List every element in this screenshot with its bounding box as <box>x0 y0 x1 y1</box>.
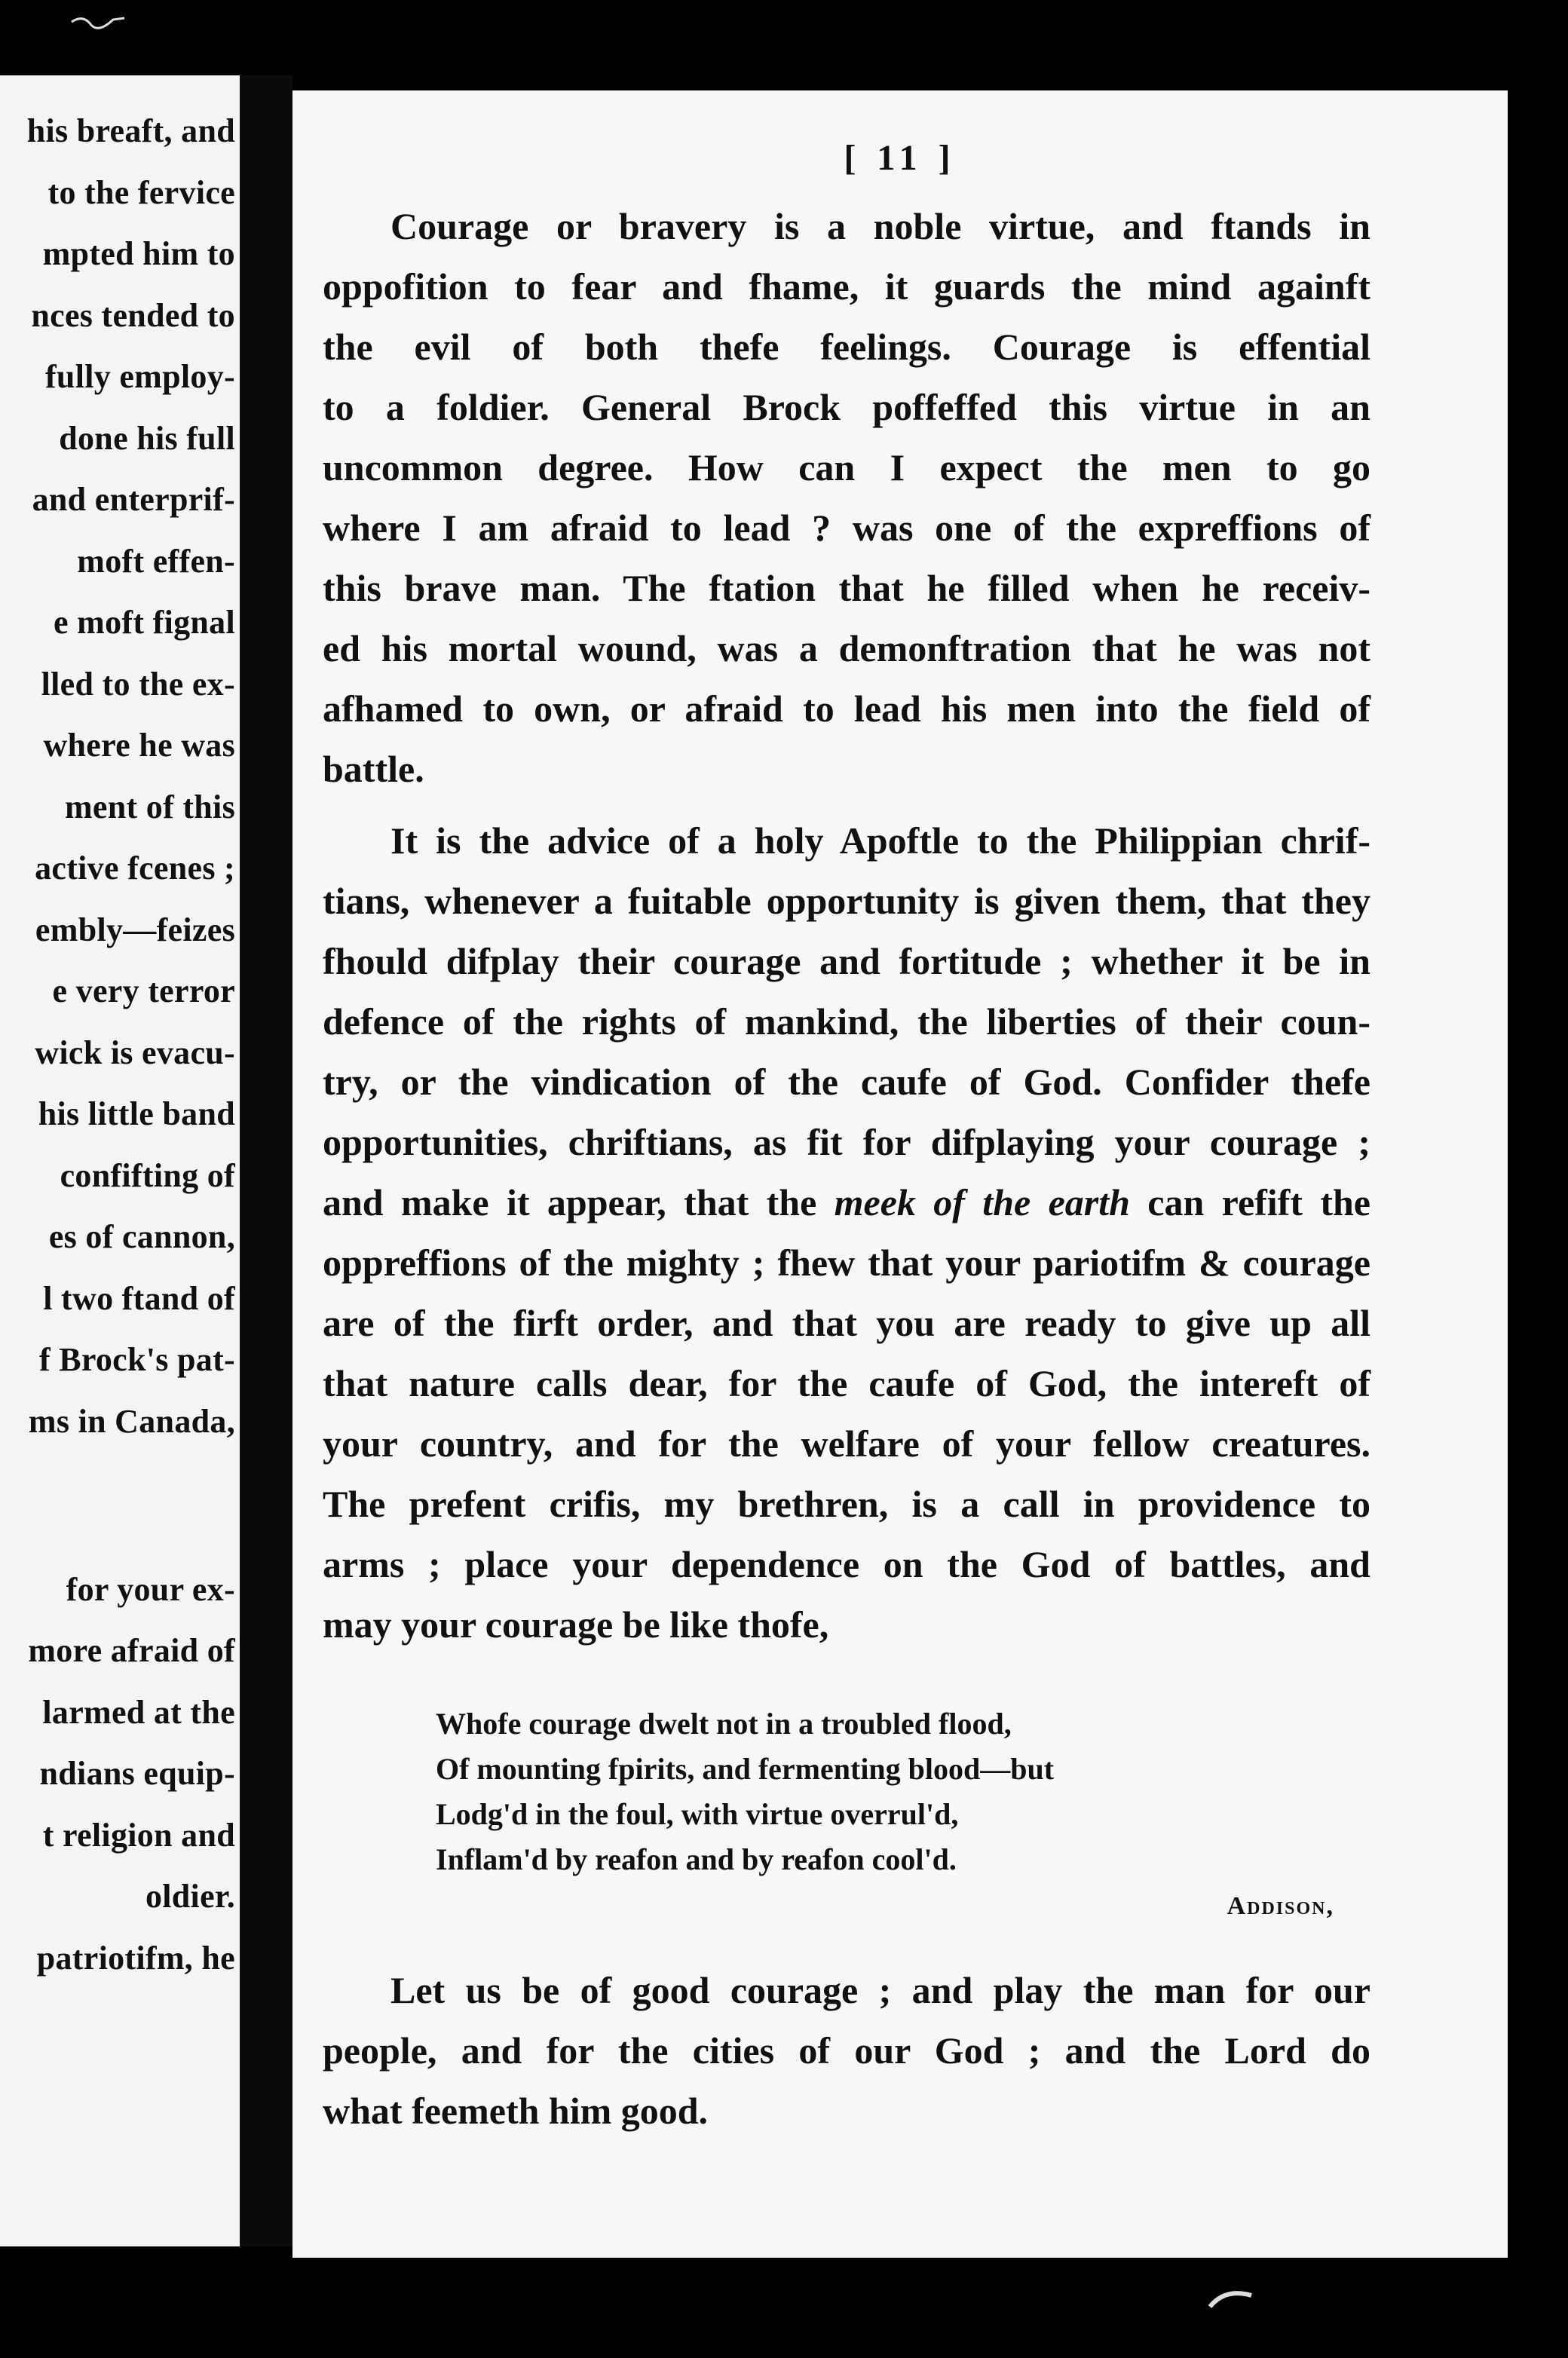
text-line: your country, and for the welfare of your fellow creatures. <box>323 1422 1370 1465</box>
text-line: It is the advice of a holy Apoftle to the Philippian chrif- <box>390 819 1370 862</box>
text-line: Courage or bravery is a noble virtue, and ftands in <box>390 205 1370 247</box>
text-line: Let us be of good courage ; and play the man for our <box>390 1969 1370 2011</box>
text-line: opportunities, chriftians, as fit for difplaying your courage ; <box>323 1121 1370 1163</box>
text-fragment: can refift the <box>1129 1181 1370 1223</box>
left-page-line: to the fervice <box>47 173 235 211</box>
text-line: may your courage be like thofe, <box>323 1603 829 1646</box>
text-line: are of the firft order, and that you are ready to give up all <box>323 1302 1370 1344</box>
left-page-fragment <box>0 75 240 2246</box>
left-page-line: ndians equip- <box>39 1755 235 1792</box>
italic-phrase: meek of the earth <box>834 1181 1130 1223</box>
text-line: try, or the vindication of the caufe of God. Confider thefe <box>323 1061 1370 1103</box>
text-line: ed his mortal wound, was a demonftration that he was not <box>323 627 1370 669</box>
text-line: oppofition to fear and fhame, it guards the mind againft <box>323 265 1370 308</box>
text-line: The prefent crifis, my brethren, is a call in providence to <box>323 1483 1370 1525</box>
poem-attribution: Addison, <box>1227 1892 1334 1920</box>
text-line: the evil of both thefe feelings. Courage is effential <box>323 326 1370 368</box>
text-fragment: and make it appear, that the <box>323 1181 835 1223</box>
main-page <box>292 90 1508 2258</box>
text-line: afhamed to own, or afraid to lead his men into the field of <box>323 687 1370 730</box>
text-line-with-italic <box>323 1172 1370 1233</box>
left-page-line: done his full <box>59 419 235 457</box>
paragraph-good-courage <box>323 1960 1370 2141</box>
text-line: people, and for the cities of our God ; and the Lord do <box>323 2029 1370 2072</box>
text-line: what feemeth him good. <box>323 2090 709 2132</box>
left-page-line: t religion and <box>42 1816 235 1854</box>
left-page-line: nces tended to <box>31 296 235 334</box>
left-page-line: and enterprif- <box>32 481 235 518</box>
page-number: [ 11 ] <box>844 138 957 178</box>
left-page-line: es of cannon, <box>48 1218 235 1255</box>
left-page-line: ment of this <box>64 788 235 825</box>
text-line: oppreffions of the mighty ; fhew that your pariotifm & courage <box>323 1242 1370 1284</box>
text-line: tians, whenever a fuitable opportunity is given them, that they <box>323 880 1370 922</box>
text-line: fhould difplay their courage and fortitude ; whether it be in <box>323 940 1370 982</box>
left-page-line: active fcenes ; <box>35 850 235 887</box>
left-page-line: e moft fignal <box>54 604 235 641</box>
left-page-line: oldier. <box>145 1878 235 1915</box>
poem-line: Whofe courage dwelt not in a troubled flood, <box>436 1707 1012 1741</box>
paragraph-courage <box>323 196 1370 799</box>
poem-line: Inflam'd by reafon and by reafon cool'd. <box>436 1842 957 1876</box>
left-page-line: ms in Canada, <box>28 1402 235 1440</box>
addison-poem <box>436 1701 1340 1882</box>
left-page-line: where he was <box>43 727 235 764</box>
left-page-line: confifting of <box>60 1156 235 1194</box>
left-page-line: patriotifm, he <box>36 1939 235 1977</box>
left-page-line: e very terror <box>52 972 235 1009</box>
text-line: this brave man. The ftation that he filled when he receiv- <box>323 567 1370 609</box>
left-page-line: wick is evacu- <box>35 1034 235 1071</box>
left-page-line: his little band <box>38 1095 235 1132</box>
text-line: uncommon degree. How can I expect the men to go <box>323 446 1370 488</box>
left-page-line: mpted him to <box>42 235 235 272</box>
book-gutter <box>240 75 292 2246</box>
left-page-line: moft effen- <box>77 542 235 580</box>
poem-line: Of mounting fpirits, and fermenting blood—but <box>436 1752 1055 1786</box>
text-line: battle. <box>323 748 424 790</box>
text-line: that nature calls dear, for the caufe of God, the intereft of <box>323 1362 1370 1404</box>
left-page-line: embly—feizes <box>35 911 235 948</box>
left-page-line: more afraid of <box>28 1632 235 1669</box>
left-page-line: his breaft, and <box>26 112 235 149</box>
left-page-line: lled to the ex- <box>41 665 235 703</box>
left-page-line: f Brock's pat- <box>38 1341 235 1378</box>
text-line: arms ; place your dependence on the God of battles, and <box>323 1543 1370 1585</box>
left-page-line: l two ftand of <box>43 1279 235 1317</box>
text-line: defence of the rights of mankind, the liberties of their coun- <box>323 1000 1370 1043</box>
text-line: to a foldier. General Brock poffeffed this virtue in an <box>323 386 1370 428</box>
left-page-line: for your ex- <box>66 1570 235 1608</box>
left-page-line: fully employ- <box>44 358 235 395</box>
ink-mark-bottom <box>1206 2284 1259 2314</box>
paragraph-apostle <box>323 810 1370 1655</box>
text-line: where I am afraid to lead ? was one of the expreffions of <box>323 507 1370 549</box>
ink-mark-top <box>68 11 128 33</box>
poem-line: Lodg'd in the foul, with virtue overrul'd, <box>436 1797 959 1831</box>
left-page-line: larmed at the <box>42 1693 235 1731</box>
